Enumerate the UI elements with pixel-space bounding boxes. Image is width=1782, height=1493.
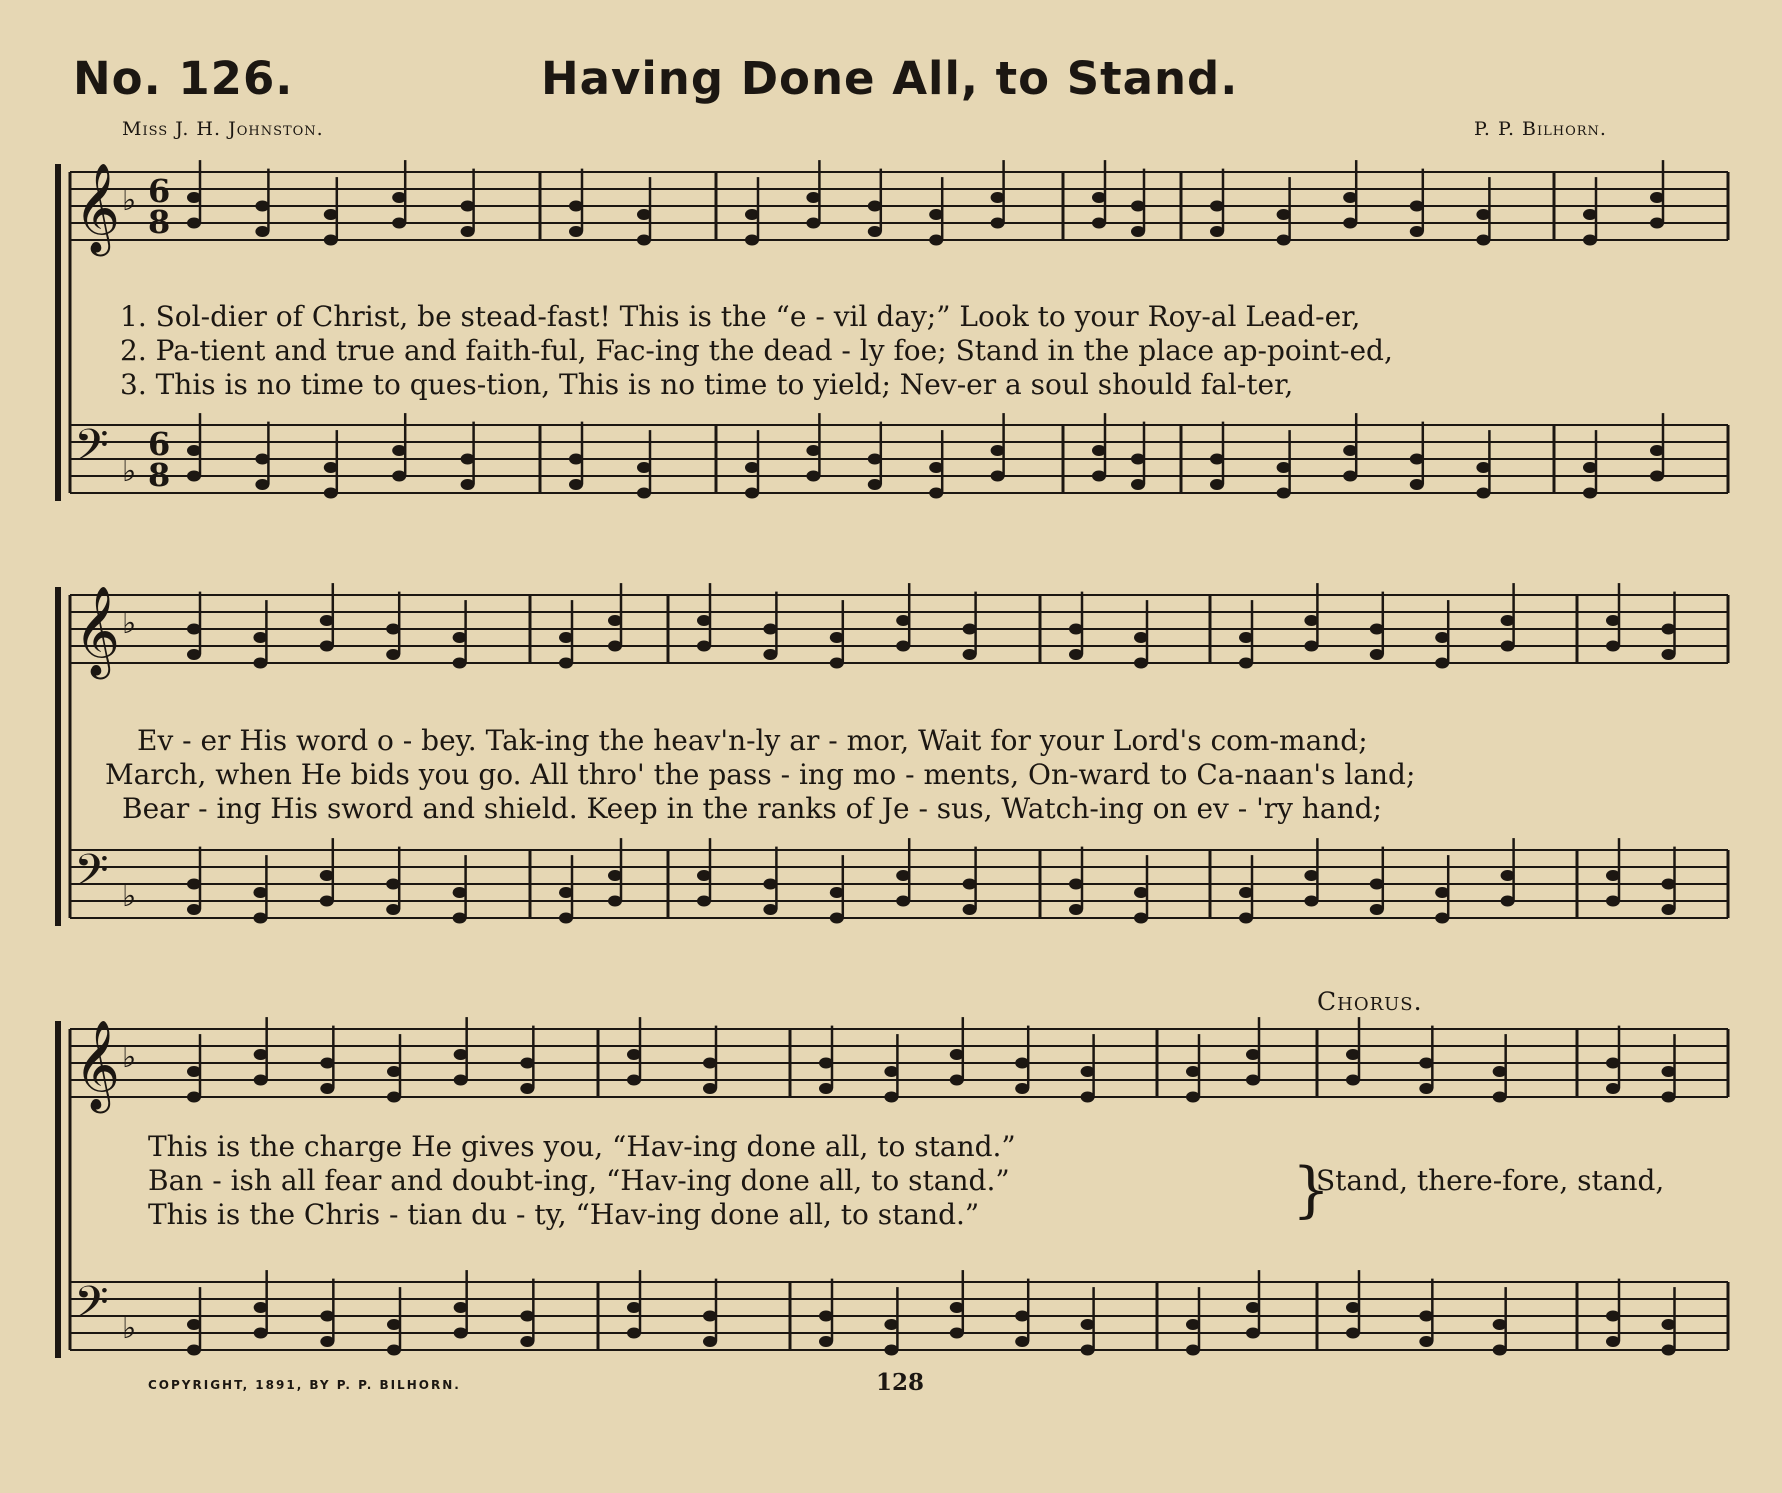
hymn-number: No. 126. <box>73 52 294 105</box>
time-signature: 8 <box>148 203 171 241</box>
verse-1-line-2: Ev - er His word o - bey. Tak-ing the heav'n-ly ar - mor, Wait for your Lord's com-mand; <box>137 724 1368 757</box>
verse-1-line-3: This is the charge He gives you, “Hav-ing done all, to stand.” <box>148 1130 1016 1163</box>
page-number: 128 <box>876 1369 925 1396</box>
verse-2-line-3: Ban - ish all fear and doubt-ing, “Hav-ing done all, to stand.” <box>148 1164 1010 1197</box>
bass-clef: 𝄢 <box>74 844 109 907</box>
time-signature: 8 <box>148 456 171 494</box>
chorus-label: Chorus. <box>1317 987 1423 1016</box>
time-signature: 6 <box>148 425 171 463</box>
lyricist-credit: Miss J. H. Johnston. <box>122 118 324 140</box>
verse-2-line-1: 2. Pa-tient and true and faith-ful, Fac-ing the dead - ly foe; Stand in the place ap-point-ed, <box>120 334 1393 367</box>
key-flat: ♭ <box>122 1311 137 1346</box>
verse-1-line-1: 1. Sol-dier of Christ, be stead-fast! This is the “e - vil day;” Look to your Roy-al Lead-er, <box>120 300 1361 333</box>
verse-brace: } <box>1292 1155 1331 1225</box>
composer-credit: P. P. Bilhorn. <box>1474 118 1607 140</box>
time-signature: 6 <box>148 172 171 210</box>
verse-2-line-2: March, when He bids you go. All thro' the pass - ing mo - ments, On-ward to Ca-naan's land; <box>105 758 1416 791</box>
key-flat: ♭ <box>122 879 137 914</box>
key-flat: ♭ <box>122 183 137 218</box>
key-flat: ♭ <box>122 606 137 641</box>
hymn-title: Having Done All, to Stand. <box>541 52 1239 105</box>
copyright-notice: COPYRIGHT, 1891, BY P. P. BILHORN. <box>148 1378 461 1392</box>
verse-3-line-2: Bear - ing His sword and shield. Keep in the ranks of Je - sus, Watch-ing on ev - 'ry hand; <box>122 792 1383 825</box>
bass-clef: 𝄢 <box>74 419 109 482</box>
key-flat: ♭ <box>122 1040 137 1075</box>
bass-clef: 𝄢 <box>74 1276 109 1339</box>
chorus-text: Stand, there-fore, stand, <box>1316 1164 1665 1197</box>
treble-clef: 𝄞 <box>74 586 121 676</box>
treble-clef: 𝄞 <box>74 163 121 253</box>
key-flat: ♭ <box>122 454 137 489</box>
treble-clef: 𝄞 <box>74 1020 121 1110</box>
verse-3-line-1: 3. This is no time to ques-tion, This is no time to yield; Nev-er a soul should fal-ter, <box>120 368 1294 401</box>
verse-3-line-3: This is the Chris - tian du - ty, “Hav-ing done all, to stand.” <box>148 1198 980 1231</box>
